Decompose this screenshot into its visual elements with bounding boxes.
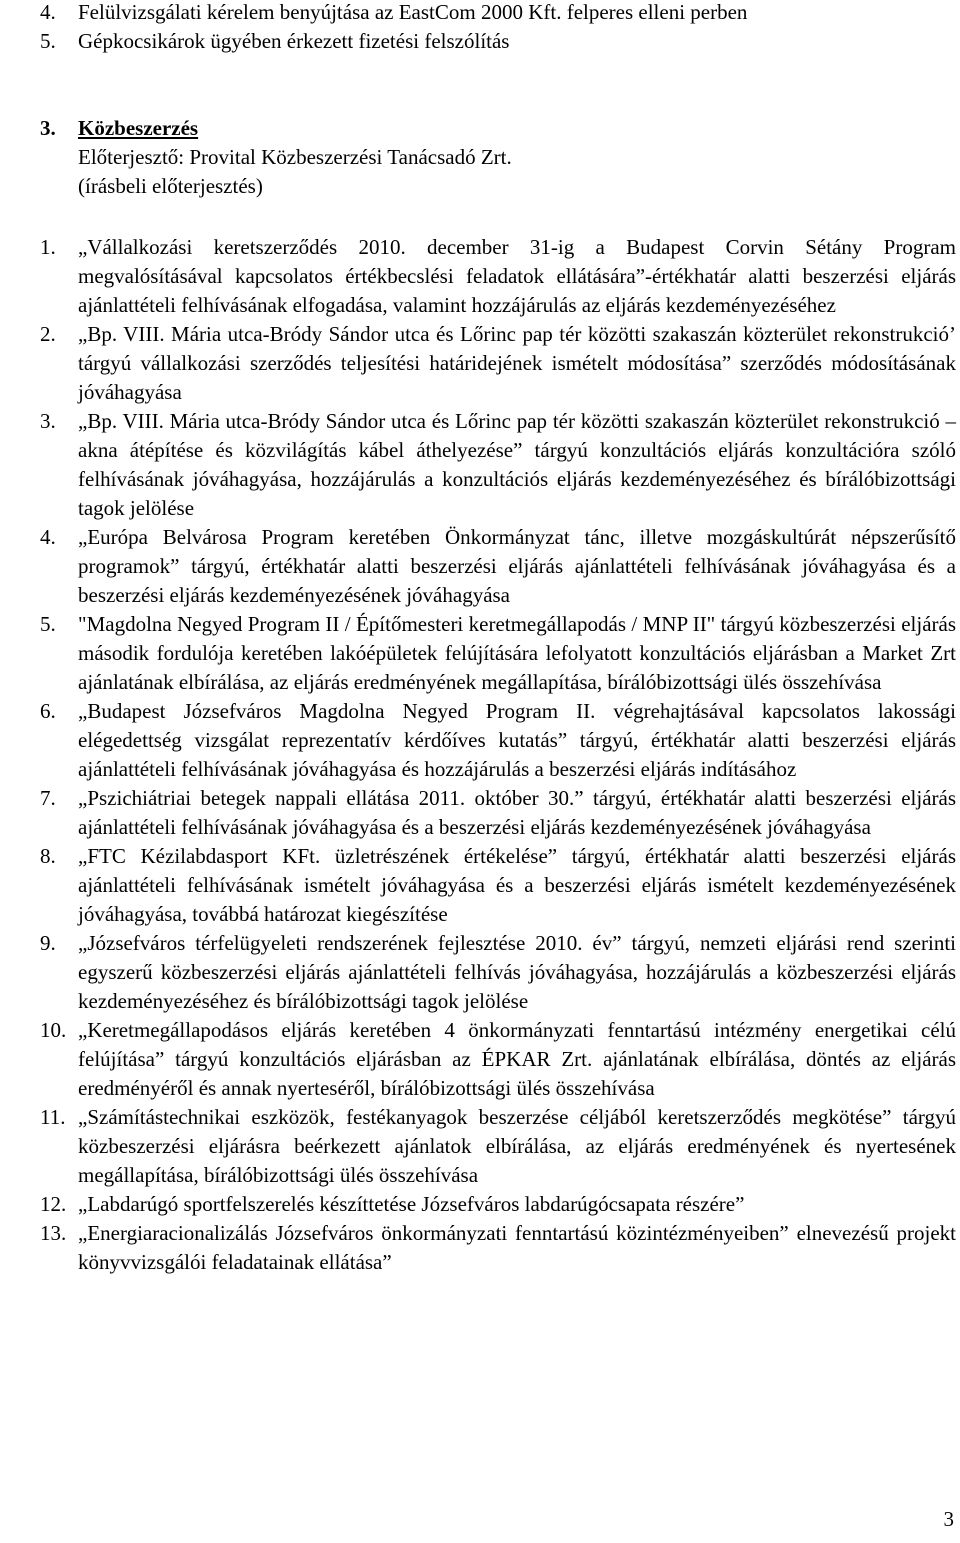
agenda-item-number: 7. [40, 786, 56, 810]
list-item [40, 0, 747, 27]
agenda-item [40, 929, 956, 1016]
agenda-item [40, 842, 956, 929]
agenda-item [40, 523, 956, 610]
agenda-item-text: „FTC Kézilabdasport KFt. üzletrészének értékelése” tárgyú, értékhatár alatti beszerzési eljárás ajánlattételi felhívásának ismételt jóváhagyása és a beszerzési eljárás ismételt kezdeményezésének jóváhagyása, továbbá határozat kiegészítése [78, 844, 956, 926]
section-title: Közbeszerzés [78, 116, 199, 140]
section-note: (írásbeli előterjesztés) [78, 174, 263, 198]
agenda-item [40, 697, 956, 784]
agenda-item-text: „Bp. VIII. Mária utca-Bródy Sándor utca és Lőrinc pap tér közötti szakaszán közterület rekonstrukció – akna átépítése és közvilágítás kábel áthelyezése” tárgyú konzultációs eljárás konzultációra szóló felhívásának jóváhagyása, hozzájárulás a konzultációs eljárás kezdeményezéséhez és bírálóbizottsági tagok jelölése [78, 409, 956, 520]
section-presenter: Előterjesztő: Provital Közbeszerzési Tanácsadó Zrt. [78, 145, 512, 169]
agenda-item-number: 1. [40, 235, 56, 259]
agenda-item-number: 11. [40, 1105, 66, 1129]
agenda-item [40, 610, 956, 697]
agenda-item-number: 6. [40, 699, 56, 723]
agenda-item-text: „Józsefváros térfelügyeleti rendszerének fejlesztése 2010. év” tárgyú, nemzeti eljárási rend szerinti egyszerű közbeszerzési eljárás ajánlattételi felhívás jóváhagyása, hozzájárulás a közbeszerzési eljárás kezdeményezéséhez és bírálóbizottsági tagok jelölése [78, 931, 956, 1013]
agenda-item-text: „Budapest Józsefváros Magdolna Negyed Program II. végrehajtásával kapcsolatos lakossági elégedettség vizsgálat reprezentatív kérdőíves kutatás” tárgyú, értékhatár alatti beszerzési eljárás ajánlattételi felhívásának jóváhagyása és hozzájárulás a beszerzési eljárás indításához [78, 699, 956, 781]
agenda-item-number: 2. [40, 322, 56, 346]
agenda-item-number: 13. [40, 1221, 67, 1245]
agenda-item-number: 4. [40, 525, 56, 549]
list-item-text: Gépkocsikárok ügyében érkezett fizetési felszólítás [78, 29, 510, 53]
agenda-item-text: "Magdolna Negyed Program II / Építőmesteri keretmegállapodás / MNP II" tárgyú közbeszerzési eljárás második fordulója keretében lakóépületek felújítására lefolyatott konzultációs eljárásban a Market Zrt ajánlatának elbírálása, az eljárás eredményének megállapítása, bírálóbizottsági ülés összehívása [78, 612, 956, 694]
agenda-item [40, 233, 956, 320]
agenda-item [40, 1016, 956, 1103]
continued-list [40, 0, 747, 56]
agenda-item-number: 5. [40, 612, 56, 636]
agenda-item [40, 1190, 956, 1219]
agenda-item-text: „Európa Belvárosa Program keretében Önkormányzat tánc, illetve mozgáskultúrát népszerűsítő programok” tárgyú, értékhatár alatti beszerzési eljárás ajánlattételi felhívásának jóváhagyása és a beszerzési eljárás kezdeményezésének jóváhagyása [78, 525, 956, 607]
page-number: 3 [943, 1507, 954, 1531]
list-item-text: Felülvizsgálati kérelem benyújtása az EastCom 2000 Kft. felperes elleni perben [78, 0, 748, 24]
list-item-number: 4. [40, 0, 56, 24]
list-item-number: 5. [40, 29, 56, 53]
agenda-item [40, 1103, 956, 1190]
section-number: 3. [40, 116, 56, 140]
section-header [40, 114, 512, 201]
agenda-item-text: „Labdarúgó sportfelszerelés készíttetése Józsefváros labdarúgócsapata részére” [78, 1192, 745, 1216]
agenda-item-number: 8. [40, 844, 56, 868]
agenda-item-text: „Bp. VIII. Mária utca-Bródy Sándor utca és Lőrinc pap tér közötti szakaszán közterület rekonstrukció’ tárgyú vállalkozási szerződés teljesítési határidejének ismételt módosítása” szerződés módosításának jóváhagyása [78, 322, 956, 404]
agenda-item-text: „Energiaracionalizálás Józsefváros önkormányzati fenntartású közintézményeiben” elnevezésű projekt könyvvizsgálói feladatainak ellátása” [78, 1221, 956, 1274]
agenda-item-number: 12. [40, 1192, 67, 1216]
agenda-item [40, 1219, 956, 1277]
agenda-item [40, 407, 956, 523]
agenda-item-text: „Keretmegállapodásos eljárás keretében 4 önkormányzati fenntartású intézmény energetikai célú felújítása” tárgyú konzultációs eljárásban az ÉPKAR Zrt. ajánlatának elbírálása, döntés az eljárás eredményéről és annak nyerteséről, bírálóbizottsági ülés összehívása [78, 1018, 956, 1100]
list-item [40, 27, 747, 56]
agenda-item-text: „Számítástechnikai eszközök, festékanyagok beszerzése céljából keretszerződés megkötése” tárgyú közbeszerzési eljárásra beérkezett ajánlatok elbírálása, az eljárás eredményének és nyertesének megállapítása, bírálóbizottsági ülés összehívása [78, 1105, 956, 1187]
agenda-item [40, 320, 956, 407]
agenda-item-number: 9. [40, 931, 56, 955]
agenda-item-text: „Vállalkozási keretszerződés 2010. december 31-ig a Budapest Corvin Sétány Program megvalósításával kapcsolatos értékbecslési feladatok ellátására”-értékhatár alatti beszerzési eljárás ajánlattételi felhívásának elfogadása, valamint hozzájárulás az eljárás kezdeményezéséhez [78, 235, 956, 317]
agenda-item [40, 784, 956, 842]
agenda-item-number: 3. [40, 409, 56, 433]
agenda-item-number: 10. [40, 1018, 67, 1042]
agenda-item-text: „Pszichiátriai betegek nappali ellátása 2011. október 30.” tárgyú, értékhatár alatti beszerzési eljárás ajánlattételi felhívásának jóváhagyása és a beszerzési eljárás kezdeményezésének jóváhagyása [78, 786, 956, 839]
agenda-items [40, 233, 956, 1277]
